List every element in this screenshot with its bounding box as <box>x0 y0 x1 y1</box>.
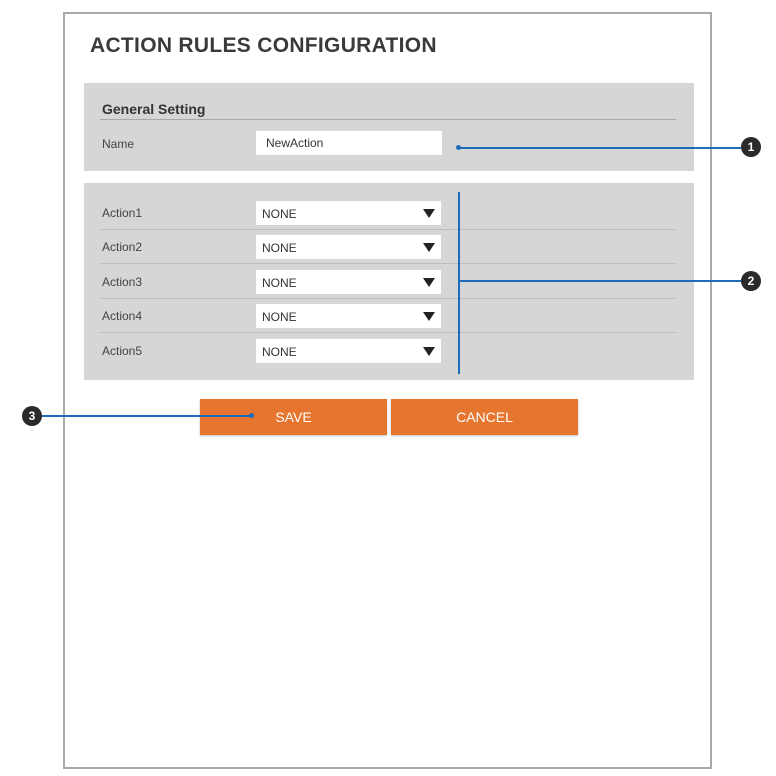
action1-label: Action1 <box>102 206 143 220</box>
chevron-down-icon <box>423 278 435 287</box>
row-divider <box>100 332 676 333</box>
callout-3-badge: 3 <box>22 406 42 426</box>
action-row-3 <box>84 265 694 299</box>
page-title: ACTION RULES CONFIGURATION <box>90 34 437 57</box>
action2-selected-value: NONE <box>262 241 297 255</box>
callout-2-line <box>458 280 741 282</box>
action3-selected-value: NONE <box>262 276 297 290</box>
callout-2-badge: 2 <box>741 271 761 291</box>
action5-select[interactable] <box>256 339 441 363</box>
action-row-1 <box>84 196 694 230</box>
name-input[interactable] <box>256 131 442 155</box>
action3-select[interactable] <box>256 270 441 294</box>
action-row-2 <box>84 230 694 264</box>
action1-select[interactable] <box>256 201 441 225</box>
action-row-4 <box>84 299 694 333</box>
callout-2-bracket <box>458 192 460 374</box>
cancel-button[interactable]: CANCEL <box>391 399 578 435</box>
action5-selected-value: NONE <box>262 345 297 359</box>
chevron-down-icon <box>423 209 435 218</box>
chevron-down-icon <box>423 312 435 321</box>
general-setting-panel <box>84 83 694 171</box>
save-button[interactable]: SAVE <box>200 399 387 435</box>
action5-label: Action5 <box>102 344 143 358</box>
callout-3-anchor <box>249 413 254 418</box>
callout-1-badge: 1 <box>741 137 761 157</box>
action1-selected-value: NONE <box>262 207 297 221</box>
name-label: Name <box>102 137 135 151</box>
section-divider <box>100 119 676 120</box>
row-divider <box>100 263 676 264</box>
callout-3-line <box>42 415 251 417</box>
callout-1-line <box>458 147 741 149</box>
action3-label: Action3 <box>102 275 143 289</box>
action4-select[interactable] <box>256 304 441 328</box>
action4-selected-value: NONE <box>262 310 297 324</box>
general-setting-title: General Setting <box>102 101 206 117</box>
chevron-down-icon <box>423 347 435 356</box>
action-row-5 <box>84 334 694 368</box>
action2-label: Action2 <box>102 240 143 254</box>
action4-label: Action4 <box>102 309 143 323</box>
action2-select[interactable] <box>256 235 441 259</box>
chevron-down-icon <box>423 243 435 252</box>
